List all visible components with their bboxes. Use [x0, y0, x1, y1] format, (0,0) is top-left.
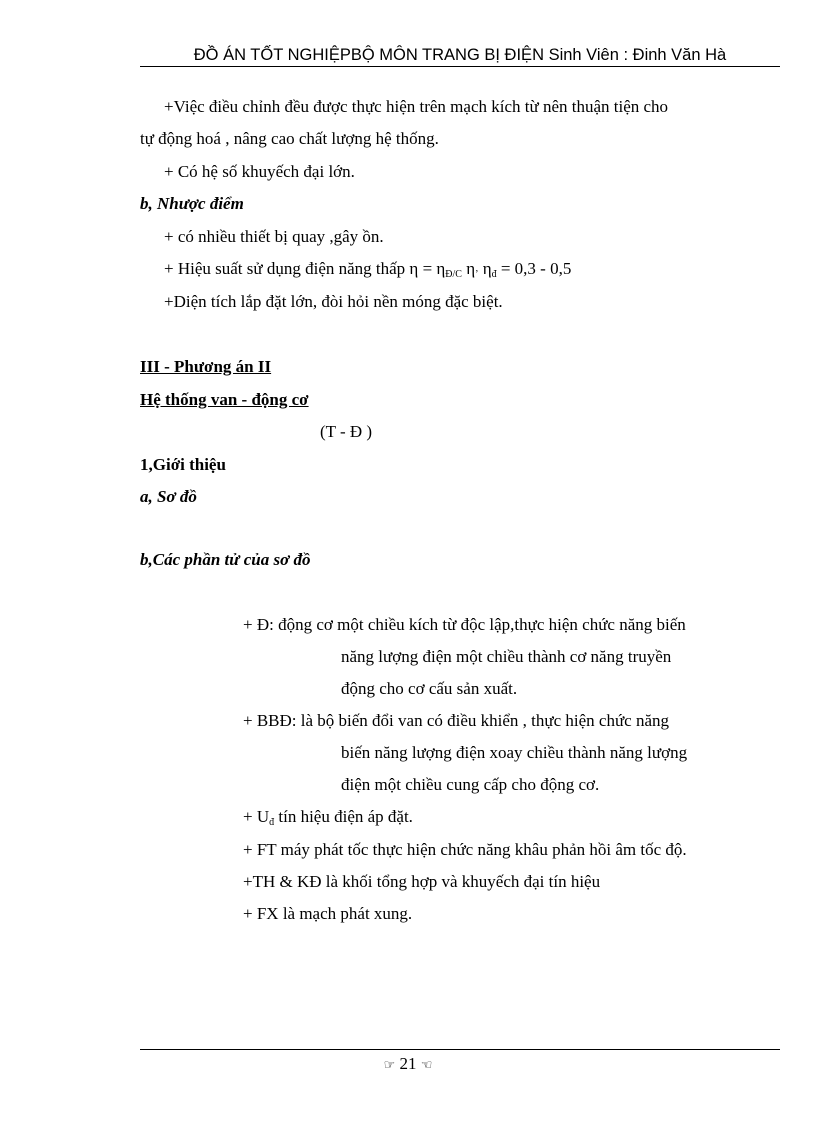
- footer-rule: [140, 1049, 780, 1050]
- component-fx-line: + FX là mạch phát xung.: [243, 904, 413, 923]
- advantage-line-1-cont: tự động hoá , nâng cao chất lượng hệ thống.: [140, 129, 439, 148]
- page-footer: [0, 1053, 816, 1077]
- component-d-line-3: động cho cơ cấu sản xuất.: [341, 679, 518, 698]
- component-d-line-1: + Đ: động cơ một chiều kích từ độc lập,thực hiện chức năng biến: [243, 615, 686, 634]
- section-subtitle: Hệ thống van - động cơ: [140, 390, 309, 409]
- disadvantages-heading: b, Nhược điểm: [140, 194, 244, 213]
- disadvantage-efficiency-line: [164, 258, 571, 280]
- efficiency-eta-3: η: [478, 259, 492, 278]
- advantage-line-1: +Việc điều chỉnh đều được thực hiện trên mạch kích từ nên thuận tiện cho: [164, 97, 669, 116]
- ud-subscript: đ: [269, 817, 275, 828]
- advantage-line-2: + Có hệ số khuyếch đại lớn.: [164, 162, 355, 181]
- disadvantage-line-1: + có nhiều thiết bị quay ,gây ồn.: [164, 227, 384, 246]
- ud-text: tín hiệu điện áp đặt.: [274, 807, 413, 826]
- diagram-heading: a, Sơ đồ: [140, 487, 197, 506]
- efficiency-subscript-d: đ: [491, 269, 497, 280]
- component-ud-line: [243, 806, 413, 828]
- component-d-line-2: năng lượng điện một chiều thành cơ năng truyền: [341, 647, 672, 666]
- intro-heading: 1,Giới thiệu: [140, 455, 226, 474]
- section-title: III - Phương án II: [140, 357, 272, 376]
- efficiency-subscript-dc: Đ/C: [445, 269, 462, 280]
- ud-prefix: + U: [243, 807, 270, 826]
- component-bbd-line-1: + BBĐ: là bộ biến đổi van có điều khiển , thực hiện chức năng: [243, 711, 670, 730]
- efficiency-value: = 0,3 - 0,5: [496, 259, 572, 278]
- efficiency-text: + Hiệu suất sử dụng điện năng thấp η = η: [164, 259, 446, 278]
- component-bbd-line-2: biến năng lượng điện xoay chiều thành năng lượng: [341, 743, 688, 762]
- component-th-kd-line: +TH & KĐ là khối tổng hợp và khuyếch đại tín hiệu: [243, 872, 601, 891]
- disadvantage-line-3: +Diện tích lắp đặt lớn, đòi hỏi nền móng đặc biệt.: [164, 292, 503, 311]
- section-abbreviation: (T - Đ ): [320, 422, 373, 441]
- page-header: ĐỒ ÁN TỐT NGHIỆPBỘ MÔN TRANG BỊ ĐIỆN Sinh Viên : Đinh Văn Hà: [140, 44, 780, 67]
- pointing-hand-right-icon: ☜: [420, 1058, 433, 1073]
- efficiency-eta-2: η: [461, 259, 476, 278]
- component-ft-line: + FT máy phát tốc thực hiện chức năng khâu phản hồi âm tốc độ.: [243, 840, 687, 859]
- page-number: 21: [399, 1054, 417, 1073]
- components-heading: b,Các phần tử của sơ đồ: [140, 550, 311, 569]
- pointing-hand-left-icon: ☞: [383, 1058, 396, 1073]
- component-bbd-line-3: điện một chiều cung cấp cho động cơ.: [341, 775, 600, 794]
- efficiency-subscript-2: ʼ: [475, 269, 479, 280]
